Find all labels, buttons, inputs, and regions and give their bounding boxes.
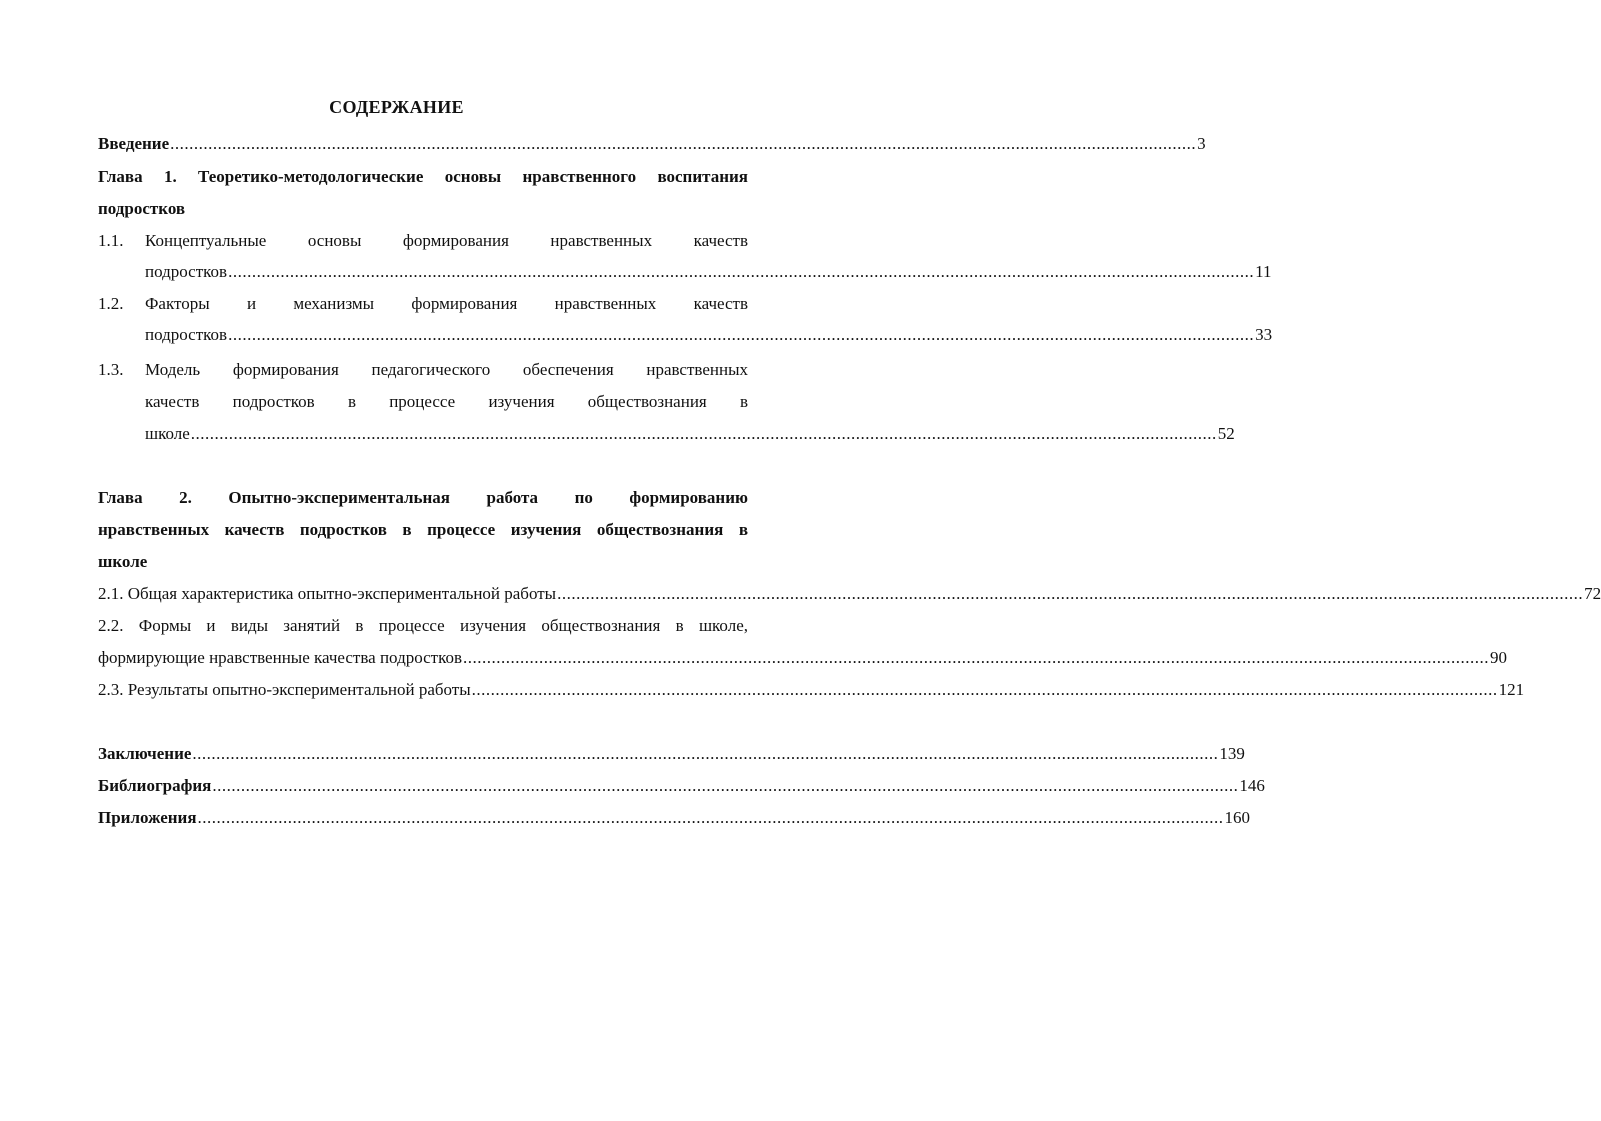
toc-page-number: 139 <box>1219 744 1245 763</box>
section-number: 1.1. <box>98 231 124 250</box>
dot-leader: ........................................................................................................................................................................................................................ <box>170 134 1197 153</box>
toc-entry-2-2-line2 <box>98 647 1508 669</box>
toc-page-number: 146 <box>1239 776 1265 795</box>
dot-leader: ........................................................................................................................................................................................................................ <box>192 744 1219 763</box>
chapter2-title-line2: нравственных качеств подростков в процессе изучения обществознания в <box>98 520 748 539</box>
dot-leader: ........................................................................................................................................................................................................................ <box>228 262 1255 281</box>
toc-entry-label: 2.3. Результаты опытно-экспериментальной работы <box>98 680 471 699</box>
toc-entry-label: Библиография <box>98 776 212 795</box>
toc-entry-1-1-line1: Концептуальные основы формирования нравственных качеств <box>145 231 748 250</box>
toc-entry-1-1-line2 <box>145 261 1272 283</box>
toc-entry-conclusion <box>98 743 1245 765</box>
toc-entry-label: подростков <box>145 325 228 344</box>
page-title: СОДЕРЖАНИЕ <box>329 97 464 117</box>
toc-page-number: 121 <box>1498 680 1525 699</box>
toc-entry-2-1 <box>98 583 1601 605</box>
toc-entry-2-3 <box>98 679 1525 701</box>
toc-page-number: 33 <box>1255 325 1273 344</box>
dot-leader: ........................................................................................................................................................................................................................ <box>557 584 1584 603</box>
dot-leader: ........................................................................................................................................................................................................................ <box>212 776 1239 795</box>
dot-leader: ........................................................................................................................................................................................................................ <box>471 680 1498 699</box>
toc-entry-1-2-line1: Факторы и механизмы формирования нравственных качеств <box>145 294 748 313</box>
toc-entry-label: Приложения <box>98 808 197 827</box>
chapter1-title-line2: подростков <box>98 199 186 218</box>
toc-entry-2-2-line1: 2.2. Формы и виды занятий в процессе изучения обществознания в школе, <box>98 616 748 635</box>
toc-page-number: 90 <box>1490 648 1508 667</box>
toc-entry-label: Заключение <box>98 744 192 763</box>
toc-entry-1-3-line3 <box>145 423 1235 445</box>
section-number: 1.2. <box>98 294 124 313</box>
toc-entry-label: подростков <box>145 262 228 281</box>
toc-entry-bibliography <box>98 775 1265 797</box>
toc-entry-appendices <box>98 807 1251 829</box>
toc-entry-label: 2.1. Общая характеристика опытно-экспериментальной работы <box>98 584 557 603</box>
toc-page-number: 11 <box>1255 262 1272 281</box>
dot-leader: ........................................................................................................................................................................................................................ <box>190 424 1217 443</box>
dot-leader: ........................................................................................................................................................................................................................ <box>197 808 1224 827</box>
toc-entry-1-2-line2 <box>145 324 1273 346</box>
toc-entry-1-3-line2: качеств подростков в процессе изучения обществознания в <box>145 392 748 411</box>
chapter1-title-line1: Глава 1. Теоретико-методологические основы нравственного воспитания <box>98 167 748 186</box>
toc-page-number: 160 <box>1224 808 1251 827</box>
toc-page-number: 3 <box>1197 134 1206 153</box>
toc-entry-1-3-line1: Модель формирования педагогического обеспечения нравственных <box>145 360 748 379</box>
toc-entry-label: Введение <box>98 134 170 153</box>
toc-page-number: 52 <box>1217 424 1235 443</box>
dot-leader: ........................................................................................................................................................................................................................ <box>228 325 1255 344</box>
chapter2-title-line1: Глава 2. Опытно-экспериментальная работа по формированию <box>98 488 748 507</box>
toc-entry-label: формирующие нравственные качества подростков <box>98 648 463 667</box>
dot-leader: ........................................................................................................................................................................................................................ <box>463 648 1490 667</box>
toc-entry-intro <box>98 133 1206 155</box>
section-number: 1.3. <box>98 360 124 379</box>
chapter2-title-line3: школе <box>98 552 148 571</box>
toc-entry-label: школе <box>145 424 190 443</box>
toc-page-number: 72 <box>1584 584 1601 603</box>
